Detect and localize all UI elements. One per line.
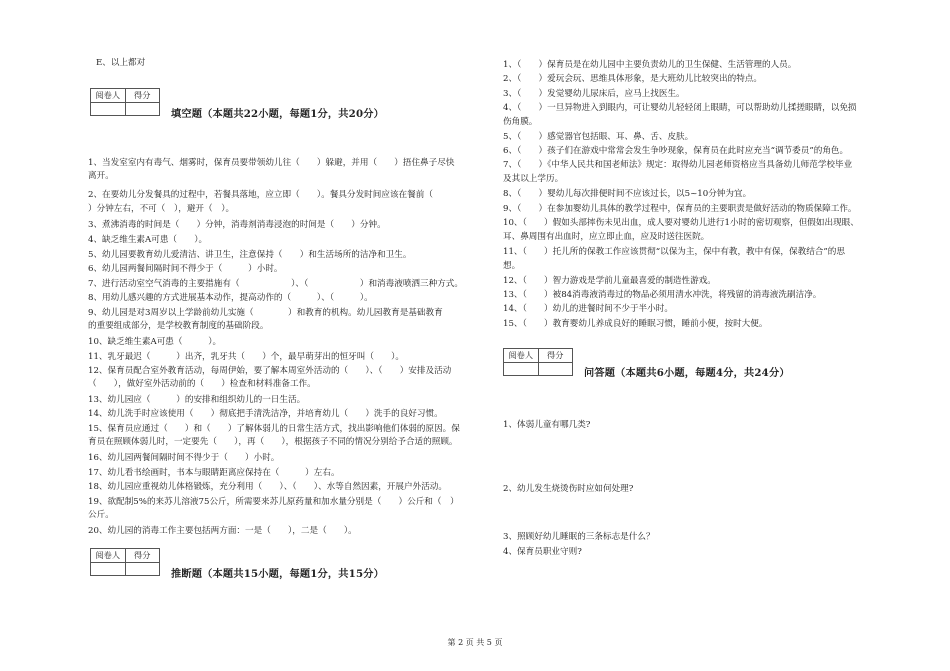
score-cell <box>125 103 160 116</box>
score-box-judge <box>90 548 160 576</box>
judge-item: 15、（ ）教育婴幼儿养成良好的睡眠习惯，睡前小便，按时大便。 <box>503 319 768 329</box>
score-box-fill <box>90 88 160 116</box>
qa-item: 4、保育员职业守则? <box>503 547 582 557</box>
fill-item: 17、幼儿看书绘画时，书本与眼睛距离应保持在（ ）左右。 <box>88 468 340 478</box>
reviewer-label: 阅卷人 <box>508 349 534 360</box>
fill-item: 8、用幼儿感兴趣的方式进展基本动作，提高动作的（ ）、（ ）。 <box>88 293 373 303</box>
page-footer: 第 2 页 共 5 页 <box>447 638 503 647</box>
reviewer-cell <box>504 363 538 376</box>
judge-item: 10、（ ）假如头部摔伤未见出血，成人要对婴幼儿进行1小时的密切观察，但假如出现眼、 <box>503 218 859 228</box>
fill-item: 2、在要幼儿分发餐具的过程中，若餐具落地，应立即（ ）。餐具分发时间应该在餐前（ <box>88 190 433 200</box>
score-cell <box>125 563 160 576</box>
fill-item: 7、进行活动室空气消毒的主要措施有（ ）、（ ）和消毒液喷洒三种方式。 <box>88 279 463 289</box>
reviewer-cell <box>91 563 125 576</box>
fill-item: 育员在照顾体弱儿时，一定要先（ ），再（ ），根据孩子不同的情况分别给予合适的照顾。 <box>88 437 458 447</box>
score-box-qa <box>503 348 573 376</box>
reviewer-cell <box>91 103 125 116</box>
fill-item: 18、幼儿园应重视幼儿体格锻炼，充分利用（ ）、（ ）、水等自然因素，开展户外活动。 <box>88 482 447 492</box>
judge-item: 4、（ ）一旦异物进入到眼内，可让婴幼儿轻轻闭上眼睛，可以帮助幼儿揉搓眼睛，以免损 <box>503 103 857 113</box>
fill-item: 1、当发室室内有毒气、烟雾时，保育员要带领幼儿往（ ）躲避，并用（ ）捂住鼻子尽快 <box>88 158 455 168</box>
judge-item: 想。 <box>503 261 521 271</box>
section-title-qa: 问答题（本题共6小题，每题4分，共24分） <box>584 367 790 379</box>
qa-item: 1、体弱儿童有哪几类? <box>503 420 591 430</box>
fill-item: 19、欲配制5%的来苏儿溶液75公斤，所需要来苏儿原药量和加水量分别是（ ）公斤和（ ） <box>88 497 459 507</box>
qa-item: 3、照顾好幼儿睡眠的三条标志是什么？ <box>503 532 655 542</box>
fill-item: 5、幼儿园要教育幼儿爱清洁、讲卫生，注意保持（ ）和生活场所的洁净和卫生。 <box>88 250 412 260</box>
fill-item: 13、幼儿园应（ ）的安排和组织幼儿的一日生活。 <box>88 395 306 405</box>
judge-item: 7、（ ）《中华人民共和国老师法》规定：取得幼儿园老师资格应当具备幼儿师范学校毕业 <box>503 160 853 170</box>
fill-item: 4、缺乏维生素A可患（ ）。 <box>88 235 208 245</box>
judge-item: 12、（ ）智力游戏是学前儿童最喜爱的制造性游戏。 <box>503 276 716 286</box>
fill-item: 离开。 <box>88 171 114 181</box>
option-e: E、以上都对 <box>96 58 146 68</box>
judge-item: 9、（ ）在参加婴幼儿具体的教学过程中，保育员的主要职责是做好活动的物质保障工作。 <box>503 204 857 214</box>
score-label: 得分 <box>125 89 160 102</box>
judge-item: 11、（ ）托儿所的保教工作应该贯彻“以保为主，保中有教，教中有保，保教结合”的思 <box>503 247 845 257</box>
fill-item: 16、幼儿园两餐间隔时间不得少于（ ）小时。 <box>88 453 280 463</box>
judge-item: 及其以上学历。 <box>503 174 564 184</box>
fill-item: 的重要组成部分，是学校教育制度的基础阶段。 <box>88 321 269 331</box>
fill-item: 20、幼儿园的消毒工作主要包括两方面：一是（ ），二是（ ）。 <box>88 526 357 536</box>
judge-item: 3、（ ）发觉婴幼儿尿床后，应马上找医生。 <box>503 89 685 99</box>
section-title-fill: 填空题（本题共22小题，每题1分，共20分） <box>171 108 385 120</box>
fill-item: 公斤。 <box>88 510 114 520</box>
judge-item: 5、（ ）感觉器官包括眼、耳、鼻、舌、皮肤。 <box>503 132 694 142</box>
reviewer-label: 阅卷人 <box>95 89 121 100</box>
judge-item: 13、（ ）被84消毒液消毒过的物品必须用清水冲洗，将残留的消毒液洗刷洁净。 <box>503 290 822 300</box>
judge-item: 2、（ ）爱玩会玩、思维具体形象，是大班幼儿比较突出的特点。 <box>503 74 762 84</box>
fill-item: ）分钟左右，不可（ ），避开（ ）。 <box>88 204 235 214</box>
fill-item: 10、缺乏维生素A可患（ ）。 <box>88 337 222 347</box>
fill-item: 14、幼儿洗手时应该使用（ ）彻底把手清洗洁净，并培育幼儿（ ）洗手的良好习惯。 <box>88 409 443 419</box>
qa-item: 2、幼儿发生烧烫伤时应如何处理? <box>503 484 634 494</box>
fill-item: 11、乳牙最迟（ ）出齐，乳牙共（ ）个，最早萌芽出的恒牙叫（ ）。 <box>88 352 405 362</box>
score-label: 得分 <box>125 549 160 562</box>
fill-item: 3、煮沸消毒的时间是（ ）分钟，消毒剂消毒浸泡的时间是（ ）分钟。 <box>88 220 386 230</box>
reviewer-label: 阅卷人 <box>95 549 121 560</box>
fill-item: 12、保育员配合室外教育活动，每周伊始，要了解本周室外活动的（ ）、（ ）安排及活动 <box>88 366 452 376</box>
judge-item: 伤角膜。 <box>503 117 538 127</box>
fill-item: 9、幼儿园是对3周岁以上学龄前幼儿实施（ ）和教育的机构。幼儿园教育是基础教育 <box>88 308 443 318</box>
fill-item: （ ），做好室外活动前的（ ）检查和材料准备工作。 <box>88 379 316 389</box>
judge-item: 14、（ ）幼儿的进餐时间不少于半小时。 <box>503 304 673 314</box>
section-title-judge: 推断题（本题共15小题，每题1分，共15分） <box>171 568 385 580</box>
score-label: 得分 <box>538 349 573 362</box>
judge-item: 6、（ ）孩子们在游戏中常常会发生争吵现象，保育员在此时应充当“调节委员”的角色。 <box>503 146 849 156</box>
fill-item: 6、幼儿园两餐间隔时间不得少于（ ）小时。 <box>88 264 283 274</box>
judge-item: 耳、鼻周围有出血时，应立即止血，应及时送往医院。 <box>503 232 710 242</box>
score-cell <box>538 363 573 376</box>
judge-item: 8、（ ）婴幼儿每次排便时间不应该过长，以5~10分钟为宜。 <box>503 189 752 199</box>
judge-item: 1、（ ）保育员是在幼儿园中主要负责幼儿的卫生保健、生活管理的人员。 <box>503 60 797 70</box>
fill-item: 15、保育员应通过（ ）和（ ）了解体弱儿的日常生活方式，找出影响他们体弱的原因。保 <box>88 424 460 434</box>
